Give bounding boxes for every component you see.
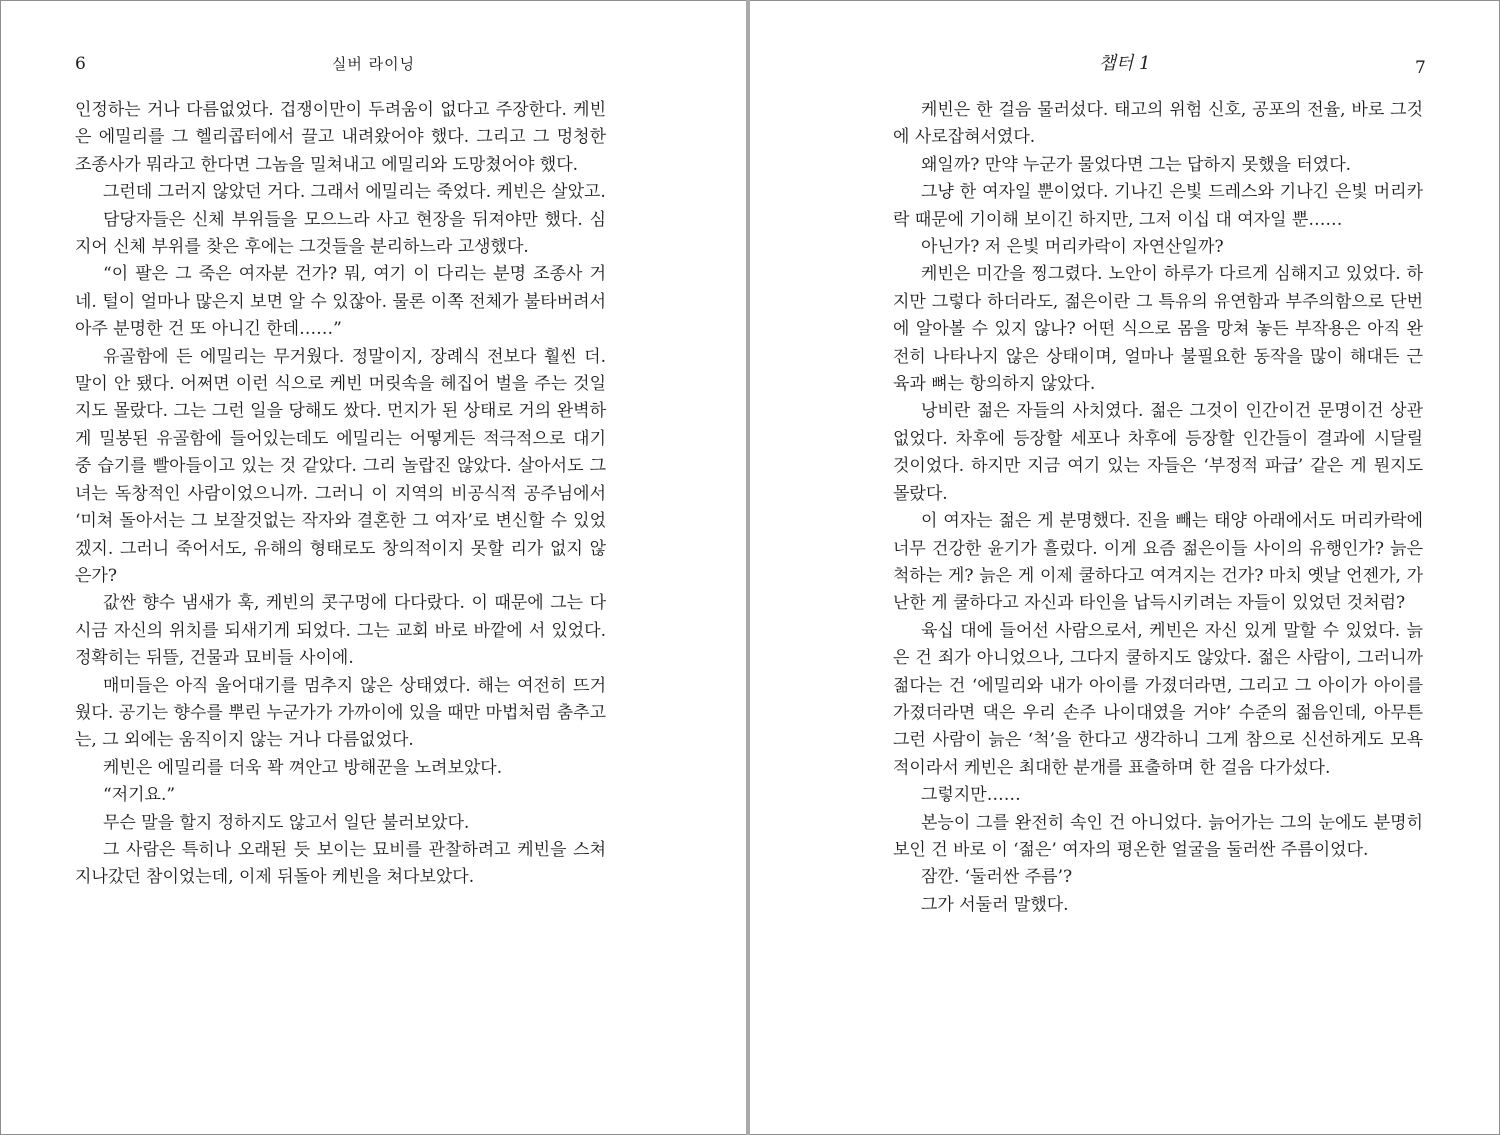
right-page-body	[893, 97, 1423, 919]
paragraph: “저기요.”	[103, 785, 176, 806]
paragraph: 육십 대에 들어선 사람으로서, 케빈은 자신 있게 말할 수 있었다. 늙은 건 죄가 아니었으나, 그다지 쿨하지도 않았다. 젊은 사람이, 그러니까 젊다는 건 ‘에밀리와 내가 아이를 가졌더라면, 그리고 그 아이가 아이를 가졌더라면 댁은 우리 손주 나이대였을 거야’ 수준의 젊음인데, 아무튼 그런 사람이 늙은 ‘척’을 한다고 생각하니 그게 참으로 신선하게도 모욕적이라서 케빈은 최대한 분개를 표출하며 한 걸음 다가섰다.	[893, 620, 1423, 778]
paragraph: 그냥 한 여자일 뿐이었다. 기나긴 은빛 드레스와 기나긴 은빛 머리카락 때문에 기이해 보이긴 하지만, 그저 이십 대 여자일 뿐……	[893, 182, 1423, 230]
paragraph: 잠깐. ‘둘러싼 주름’?	[921, 867, 1073, 888]
paragraph: “이 팔은 그 죽은 여자분 건가? 뭐, 여기 이 다리는 분명 조종사 거네. 털이 얼마나 많은지 보면 알 수 있잖아. 물론 이쪽 전체가 불타버려서 아주 분명한 건 또 아니긴 한데……”	[75, 264, 606, 340]
paragraph: 무슨 말을 할지 정하지도 않고서 일단 불러보았다.	[103, 812, 470, 833]
paragraph: 그렇지만……	[921, 785, 1021, 806]
page-number-right: 7	[1415, 58, 1426, 78]
paragraph: 이 여자는 젊은 게 분명했다. 진을 빼는 태양 아래에서도 머리카락에 너무 건강한 윤기가 흘렀다. 이게 요즘 젊은이들 사이의 유행인가? 늙은 척하는 게? 늙은 게 이제 쿨하다고 여겨지는 건가? 마치 옛날 언젠가, 가난한 게 쿨하다고 자신과 타인을 납득시키려는 자들이 있었던 것처럼?	[893, 511, 1423, 614]
page-number-left: 6	[75, 54, 86, 74]
paragraph: 그 사람은 특히나 오래된 듯 보이는 묘비를 관찰하려고 케빈을 스쳐 지나갔던 참이었는데, 이제 뒤돌아 케빈을 쳐다보았다.	[75, 839, 606, 888]
running-title-chapter: 챕터 1	[1098, 53, 1151, 74]
left-page-body	[75, 97, 606, 892]
paragraph: 케빈은 한 걸음 물러섰다. 태고의 위험 신호, 공포의 전율, 바로 그것에 사로잡혀서였다.	[893, 100, 1423, 148]
paragraph: 본능이 그를 완전히 속인 건 아니었다. 늙어가는 그의 눈에도 분명히 보인 건 바로 이 ‘젊은’ 여자의 평온한 얼굴을 둘러싼 주름이었다.	[893, 812, 1423, 860]
paragraph: 인정하는 거나 다름없었다. 겁쟁이만이 두려움이 없다고 주장한다. 케빈은 에밀리를 그 헬리콥터에서 끌고 내려왔어야 했다. 그리고 그 멍청한 조종사가 뭐라고 한다면 그놈을 밀쳐내고 에밀리와 도망쳤어야 했다.	[75, 100, 606, 175]
paragraph: 아닌가? 저 은빛 머리카락이 자연산일까?	[921, 237, 1224, 258]
paragraph: 케빈은 에밀리를 더욱 꽉 껴안고 방해꾼을 노려보았다.	[103, 757, 503, 778]
running-title-book: 실버 라이닝	[331, 55, 416, 73]
paragraph: 유골함에 든 에밀리는 무거웠다. 정말이지, 장례식 전보다 훨씬 더. 말이 안 됐다. 어쩌면 이런 식으로 케빈 머릿속을 헤집어 벌을 주는 것일지도 몰랐다. 그는 그런 일을 당해도 쌌다. 먼지가 된 상태로 거의 완벽하게 밀봉된 유골함에 들어있는데도 에밀리는 어떻게든 적극적으로 대기 중 습기를 빨아들이고 있는 것 같았다. 그리 놀랍진 않았다. 살아서도 그녀는 독창적인 사람이었으니까. 그러니 이 지역의 비공식적 공주님에서 ‘미쳐 돌아서는 그 보잘것없는 작자와 결혼한 그 여자’로 변신할 수 있었겠지. 그러니 죽어서도, 유해의 형태로도 창의적이지 못할 리가 없지 않은가?	[75, 346, 606, 586]
paragraph: 낭비란 젊은 자들의 사치였다. 젊은 그것이 인간이건 문명이건 상관없었다. 차후에 등장할 세포나 차후에 등장할 인간들이 결과에 시달릴 것이었다. 하지만 지금 여기 있는 자들은 ‘부정적 파급’ 같은 게 뭔지도 몰랐다.	[893, 401, 1423, 504]
paragraph: 값싼 향수 냄새가 훅, 케빈의 콧구멍에 다다랐다. 이 때문에 그는 다시금 자신의 위치를 되새기게 되었다. 그는 교회 바로 바깥에 서 있었다. 정확히는 뒤뜰, 건물과 묘비들 사이에.	[75, 593, 606, 669]
paragraph: 왜일까? 만약 누군가 물었다면 그는 답하지 못했을 터였다.	[921, 154, 1352, 175]
paragraph: 케빈은 미간을 찡그렸다. 노안이 하루가 다르게 심해지고 있었다. 하지만 그렇다 하더라도, 젊은이란 그 특유의 유연함과 부주의함으로 단번에 알아볼 수 있지 않나? 어떤 식으로 몸을 망쳐 놓든 부작용은 아직 완전히 나타나지 않은 상태이며, 얼마나 불필요한 동작을 많이 해대든 근육과 뼈는 항의하지 않았다.	[893, 264, 1423, 395]
paragraph: 그런데 그러지 않았던 거다. 그래서 에밀리는 죽었다. 케빈은 살았고.	[103, 182, 606, 203]
right-page	[750, 1, 1499, 1134]
paragraph: 담당자들은 신체 부위들을 모으느라 사고 현장을 뒤져야만 했다. 심지어 신체 부위를 찾은 후에는 그것들을 분리하느라 고생했다.	[75, 209, 606, 258]
paragraph: 매미들은 아직 울어대기를 멈추지 않은 상태였다. 해는 여전히 뜨거웠다. 공기는 향수를 뿌린 누군가가 가까이에 있을 때만 마법처럼 춤추고는, 그 외에는 움직이지 않는 거나 다름없었다.	[75, 675, 606, 751]
paragraph: 그가 서둘러 말했다.	[921, 894, 1069, 915]
left-page	[1, 1, 746, 1134]
